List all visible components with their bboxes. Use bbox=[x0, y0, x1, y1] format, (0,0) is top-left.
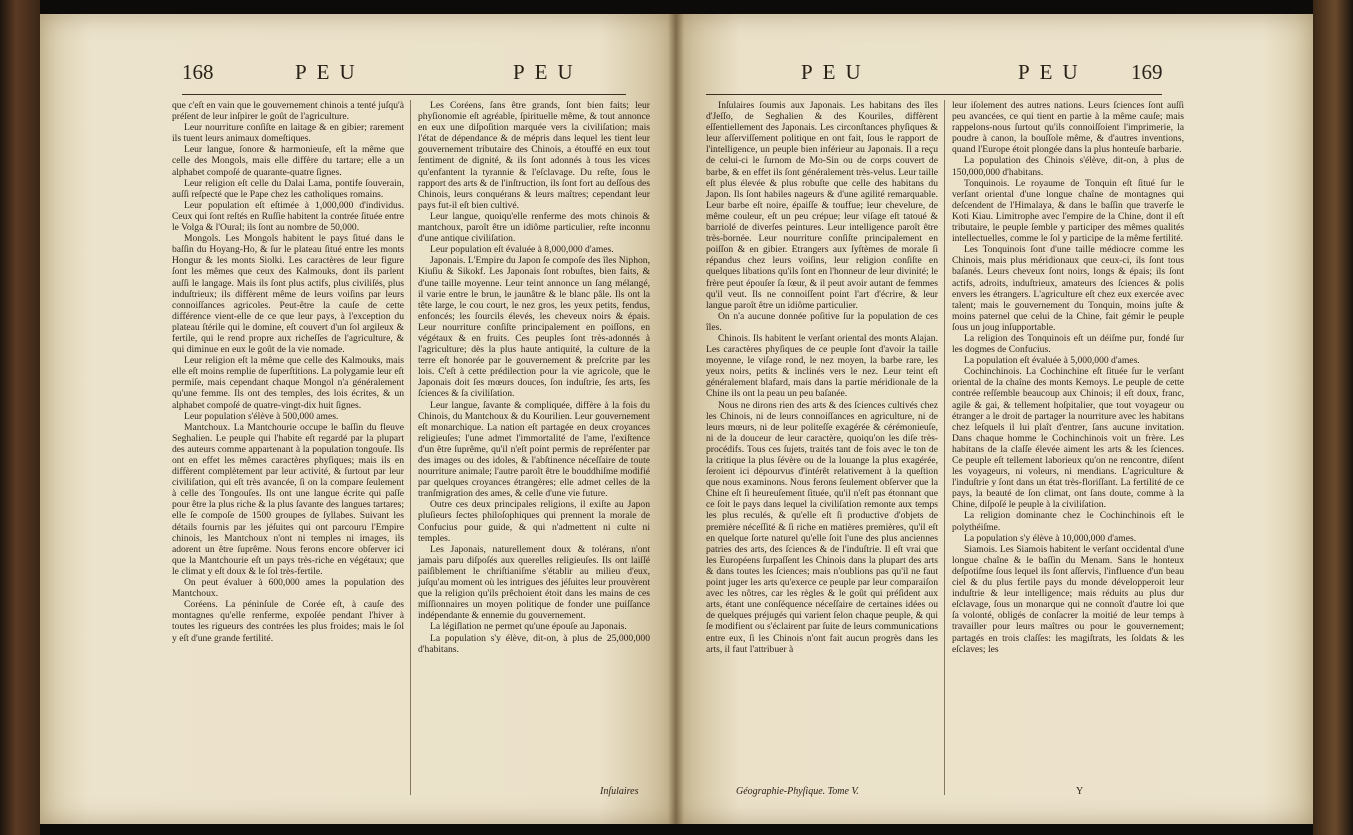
running-head: PEU bbox=[1018, 60, 1088, 84]
paragraph: Leur population eſt eſtimée à 1,000,000 d'individus. Ceux qui ſont reſtés en Ruſſie habitent la contrée ſituée entre le Volga & l'Oural; ils ſont au nombre de 50,000. bbox=[172, 199, 404, 234]
footer-title: Géographie-Phyſique. Tome V. bbox=[736, 786, 859, 797]
paragraph: La population eſt évaluée à 5,000,000 d'ames. bbox=[964, 355, 1140, 367]
paragraph: Outre ces deux principales religions, il exiſte au Japon pluſieurs ſectes philoſophiques qui prennent la morale de Confucius pour guide, & qui n'admettent ni culte ni temples. bbox=[418, 499, 650, 544]
paragraph: Inſulaires ſoumis aux Japonais. Les habitans des îles d'Jeſſo, de Seghalien & des Kouriles, diffèrent eſſentiellement des Japonais. Les circonſtances phyſiques & leur aſſerviſſement politique en ont fait, ſous le rapport de l'intelligence, un peuple bien inférieur au Japonais. Il a reçu de celui-ci le ſurnom de Mo-Sin ou de corps couvert de barbe, & en effet ils ſont généralement très-velus. Leur taille eſt plus élevée & plus robuſte que celle des habitans du Japon. Ils ſont habiles nageurs & d'une agilité remarquable. Leur barbe eſt noire, épaiſſe & touffue; leur chevelure, de même couleur, eſt un peu crépue; leur viſage eſt tatoué & barriolé de diverſes peintures. Leur intelligence paroît être très-bornée. Leur nourriture conſiſte principalement en poiſſon & en gibier. Etrangers aux ſyſtèmes de morale ſi répandus chez leurs voiſins, leur religion conſiſte en quelques libations qu'ils ſont en l'honneur de leur divinité; le frère peut épouſer ſa ſœur, & il peut avoir autant de femmes qu'il veut. Ils ne connoiſſent point l'art d'écrire, & leur langue paroît être un idiôme particulier. bbox=[706, 100, 938, 311]
paragraph: Les Japonais, naturellement doux & tolérans, n'ont jamais paru diſpoſés aux querelles religieuſes. Ils ont laiſſé paiſiblement le chriſtianiſme s'établir au milieu d'eux, juſqu'au moment où les intrigues des jéſuites leur prouvèrent que la religion qu'ils prêchoient étoit dans les mains de ces miſſionnaires un moyen politique de fonder une puiſſance indépendante & ennemie du gouvernement. bbox=[418, 543, 650, 622]
paragraph: La religion des Tonquinois eſt un déiſme pur, fondé ſur les dogmes de Confucius. bbox=[952, 332, 1184, 356]
page-number: 168 bbox=[182, 60, 214, 84]
paragraph: que c'eſt en vain que le gouvernement chinois a tenté juſqu'à préſent de leur inſpirer le goût de l'agriculture. bbox=[172, 100, 404, 123]
text-column-2 bbox=[952, 100, 1184, 655]
paragraph: Leur religion eſt celle du Dalai Lama, pontife ſouverain, auſſi reſpecté que le Pape chez les catholiques romains. bbox=[172, 177, 404, 200]
paragraph: Japonais. L'Empire du Japon ſe compoſe des îles Niphon, Kiuſiu & Sikokf. Les Japonais ſont robuſtes, bien faits, & d'une taille moyenne. Leur teint annonce un ſang mélangé, il varie entre le brun, le jaunâtre & le blanc pâle. Ils ont la tête large, le cou court, le nez gros, les yeux petits, fendus, enfoncés; les ſourcils élevés, les cheveux noirs & épais. Leur nourriture conſiſte principalement en poiſſons, en végétaux & en fruits. Ces peuples ſont très-adonnés à l'agriculture; dès la plus haute antiquité, la culture de la terre eſt honorée par le gouvernement & preſcrite par les lois. C'eſt à cette prédilection pour la vie agricole, que le Japonais doit ſes mœurs douces, ſon induſtrie, ſes arts, ſes ſciences & ſa civiliſation. bbox=[418, 255, 650, 400]
paragraph: Leur population s'élève à 500,000 ames. bbox=[184, 410, 339, 422]
paragraph: leur iſolement des autres nations. Leurs ſciences ſont auſſi peu avancées, ce qui tient en partie à la même cauſe; mais rappelons-nous ſurtout qu'ils connoiſſoient l'imprimerie, la poudre à canon, la bouſſole même, & d'autres inventions, quand l'Europe étoit plongée dans la plus honteuſe barbarie. bbox=[952, 100, 1184, 156]
signature-mark: Y bbox=[1076, 786, 1084, 797]
header-rule bbox=[706, 94, 1162, 95]
header-rule bbox=[182, 94, 626, 95]
paragraph: Cochinchinois. La Cochinchine eſt ſituée ſur le verſant oriental de la chaîne des monts Kemoys. Le peuple de cette contrée reſſemble beaucoup aux Chinois; il eſt doux, franc, agile & gai, & tellement hoſpitalier, que tout voyageur ou étranger a le droit de partager la nourriture avec les habitans chez leſquels il lui plaît d'entrer, ſans aucune invitation. Dans chaque homme le Cochinchinois voit un frère. Les habitans de la claſſe élevée aiment les arts & les ſciences. Ce peuple eſt tellement laborieux qu'on ne rencontre, diſent les voyageurs, ni voleurs, ni mendians. L'agriculture & l'induſtrie y ſont dans un état très-floriſſant. La fertilité de ce pays, la beauté de ſon climat, ont ſans doute, comme à la Chine, diſpoſé le peuple à la civiliſation. bbox=[952, 366, 1184, 511]
paragraph: On peut évaluer à 600,000 ames la population des Mantchoux. bbox=[172, 577, 404, 600]
page-number: 169 bbox=[1131, 60, 1163, 84]
paragraph: Leur population eſt évaluée à 8,000,000 d'ames. bbox=[430, 244, 614, 256]
paragraph: Siamois. Les Siamois habitent le verſant occidental d'une longue chaîne & le baſſin du Menam. Sans le honteux deſpotiſme ſous lequel ils ſont aſſervis, l'influence d'un beau ciel & du plus fertile pays du monde développeroit leur induſtrie & leur intelligence; mais réduits au plus dur eſclavage, ſous un monarque qui ne connoît d'autre loi que ſa volonté, obligés de conſacrer la moitié de leur temps à travailler pour leurs maîtres ou pour le gouvernement; partagés en trois claſſes: les magiſtrats, les ſoldats & les eſclaves; les bbox=[952, 543, 1184, 655]
paragraph: La légiſlation ne permet qu'une épouſe au Japonais. bbox=[430, 621, 627, 633]
column-divider bbox=[410, 100, 411, 795]
catchword: Inſulaires bbox=[600, 786, 639, 797]
paragraph: Coréens. La péninſule de Corée eſt, à cauſe des montagnes qu'elle renferme, expoſée pendant l'hiver à toutes les rigueurs des contrées les plus froides; mais le ſol y eſt d'une grande fertilité. bbox=[172, 599, 404, 644]
text-column-1 bbox=[172, 100, 404, 644]
right-page bbox=[676, 14, 1313, 824]
paragraph: La population s'y élève, dit-on, à plus de 25,000,000 d'habitans. bbox=[418, 632, 650, 655]
paragraph: Leur nourriture conſiſte en laitage & en gibier; rarement ils tuent leurs animaux domeſtiques. bbox=[172, 122, 404, 145]
paragraph: La population s'y élève à 10,000,000 d'ames. bbox=[964, 532, 1137, 544]
running-head: PEU bbox=[513, 60, 583, 84]
paragraph: Chinois. Ils habitent le verſant oriental des monts Alajan. Les caractères phyſiques de ce peuple ſont d'avoir la taille moyenne, le viſage rond, le nez moyen, la barbe rare, les yeux noirs, petits & inclinés vers le nez. Leur teint eſt généralement blafard, mais dans la partie méridionale de la Chine ils ont la peau un peu baſanée. bbox=[706, 332, 938, 400]
book-gutter bbox=[668, 14, 684, 824]
text-column-2 bbox=[418, 100, 650, 655]
paragraph: La religion dominante chez le Cochinchinois eſt le polythéiſme. bbox=[952, 510, 1184, 533]
paragraph: La population des Chinois s'élève, dit-on, à plus de 150,000,000 d'habitans. bbox=[952, 155, 1184, 178]
paragraph: On n'a aucune donnée poſitive ſur la population de ces îles. bbox=[706, 310, 938, 333]
paragraph: Leur langue, ſavante & compliquée, diffère à la fois du Chinois, du Mantchoux & du Kourilien. Leur gouvernement eſt monarchique. La nation eſt partagée en deux croyances religieuſes; l'une admet l'immortalité de l'ame, l'exiſtence d'un être ſuprême, qu'il n'eſt point permis de repréſenter par des images ou des idoles, & l'abſtinence néceſſaire de toute nourriture animale; l'autre paroît être le bouddhiſme modifié par quelques croyances étrangères; elle admet celles de la tranſmigration des ames, & celle d'une vie future. bbox=[418, 399, 650, 500]
left-page bbox=[40, 14, 676, 824]
paragraph: Mongols. Les Mongols habitent le pays ſitué dans le baſſin du Hoyang-Ho, & ſur le plateau ſitué entre les monts Hongur & les monts Siolki. Les caractères de leur figure ſont les mêmes que ceux des Kalmouks, dont ils parlent auſſi le langage. Mais ils ſont plus actifs, plus civiliſés, plus induſtrieux; ils diffèrent même de leurs voiſins par leurs connoiſſances agricoles. Peut-être la cauſe de cette différence vient-elle de ce que leur pays, à l'exception du plateau ſtérile qui le domine, eſt couvert d'un ſol argileux & fertile, qui le rend propre aux richeſſes de l'agriculture, & qui diminue en eux le goût de la vie nomade. bbox=[172, 233, 404, 356]
paragraph: Leur langue, ſonore & harmonieuſe, eſt la même que celle des Mongols, mais elle diffère du tartare; elle a un alphabet compoſé de quarante-quatre ſignes. bbox=[172, 144, 404, 178]
paragraph: Mantchoux. La Mantchourie occupe le baſſin du fleuve Seghalien. Le peuple qui l'habite eſt regardé par la plupart des auteurs comme appartenant à la population tongouſe. Ils ont en effet les mêmes caractères phyſiques; mais ils en diffèrent complètement par leur activité, & ſurtout par leur civiliſation, qui eſt très avancée, ſi on la compare ſeulement à celle des Tongouſes. Ils ont une langue écrite qui paſſe pour être la plus riche & la plus ſavante des langues tartares; elle ſe compoſe de 1500 groupes de ſyllabes. Suivant les détails fournis par les jéſuites qui ont parcouru l'Empire chinois, les Mantchoux n'ont ni temples ni images, ils adorent un être ſuprême. Nous ferons encore obſerver ici que la Mantchourie eſt un pays très-riche en végétaux; que le climat y eſt doux & le ſol très-fertile. bbox=[172, 421, 404, 577]
text-column-1 bbox=[706, 100, 938, 655]
paragraph: Leur religion eſt la même que celle des Kalmouks, mais elle eſt moins remplie de ſuperſtitions. La polygamie leur eſt permiſe, mais cependant chaque Mongol n'a généralement qu'une femme. Ils ont des temples, des lois écrites, & un alphabet compoſé de quatre-vingt-dix huit ſignes. bbox=[172, 355, 404, 411]
paragraph: Leur langue, quoiqu'elle renferme des mots chinois & mantchoux, paroît être un idiôme particulier, reſte inconnu d'une antique civiliſation. bbox=[418, 210, 650, 245]
book-cover-right bbox=[1313, 0, 1353, 835]
running-head: PEU bbox=[801, 60, 871, 84]
paragraph: Les Tonquinois ſont d'une taille médiocre comme les Chinois, mais plus méridionaux que ceux-ci, ils ſont tous baſanés. Leurs cheveux ſont noirs, longs & épais; ils ſont actifs, adroits, induſtrieux, amateurs des ſciences & polis envers les étrangers. L'agriculture eſt chez eux exercée avec talent; mais le gouvernement du Tonquin, moins juſte & moins paternel que celui de la Chine, fait gémir le peuple ſous un joug inſupportable. bbox=[952, 244, 1184, 333]
paragraph: Les Coréens, ſans être grands, ſont bien faits; leur phyſionomie eſt agréable, ſpirituelle même, & tout annonce en eux une diſpoſition marquée vers la civiliſation; mais l'état de dépendance & de mépris dans lequel les tient leur gouvernement tributaire des Chinois, a étouffé en eux tout ſentiment de dignité, & ils ſont adonnés à tous les vices qu'enfantent la tyrannie & l'eſclavage. Du reſte, ſous le rapport des arts & de l'inſtruction, ils ſont fort au deſſous des Chinois, leurs conquérans & leurs maîtres; cependant leur pays fut-il eſt bien cultivé. bbox=[418, 100, 650, 211]
paragraph: Tonquinois. Le royaume de Tonquin eſt ſitué ſur le verſant oriental d'une longue chaîne de montagnes qui deſcendent de l'Himalaya, & dans le baſſin que traverſe le Koti Kiau. Limitrophe avec l'empire de la Chine, dont il eſt tributaire, le peuple ſemble y participer des mêmes qualités intellectuelles, comme le ſol y participe de la même fertilité. bbox=[952, 177, 1184, 245]
column-divider bbox=[944, 100, 945, 795]
book-cover-left bbox=[0, 0, 40, 835]
running-head: PEU bbox=[295, 60, 365, 84]
paragraph: Nous ne dirons rien des arts & des ſciences cultivés chez les Chinois, ni de leurs connoiſſances en agriculture, ni de leurs mœurs, ni de leur politeſſe exagérée & cérémonieuſe, ni de la douceur de leur caractère, quoiqu'on les diſe très-procédifs. Tous ces ſujets, traités tant de fois avec le ton de la critique la plus ſévère ou de la louange la plus exagérée, ſeroient ici dépourvus d'intérêt relativement à la queſtion que nous examinons. Nous ferons ſeulement obſerver que la Chine eſt ſi heureuſement ſituée, qu'il n'eſt pas étonnant que ce ſoit le pays dans lequel la civiliſation remonte aux temps les plus reculés, & qu'elle eſt ſi productive d'objets de première néceſſité & ſi riche en matières premières, qu'il eſt en quelque ſorte naturel qu'elle ſoit l'une des plus anciennes patries des arts, des ſciences & de l'induſtrie. Il eſt vrai que les Européens ſurpaſſent les Chinois dans la plupart des arts & dans toutes les ſciences; mais n'oublions pas qu'il ne faut point juger les arts qu'exerce ce peuple par leur comparaiſon avec les nôtres, car les règles & le goût qui préſident aux arts, étant une conſéquence néceſſaire de certaines idées ou de quelques préjugés qui varient ſelon chaque peuple, & qui ſe modifient ou s'éclairent par ſuite de leurs communications entre eux, ſi les Chinois n'ont fait aucun progrès dans les arts, il faut l'attribuer à bbox=[706, 399, 938, 655]
